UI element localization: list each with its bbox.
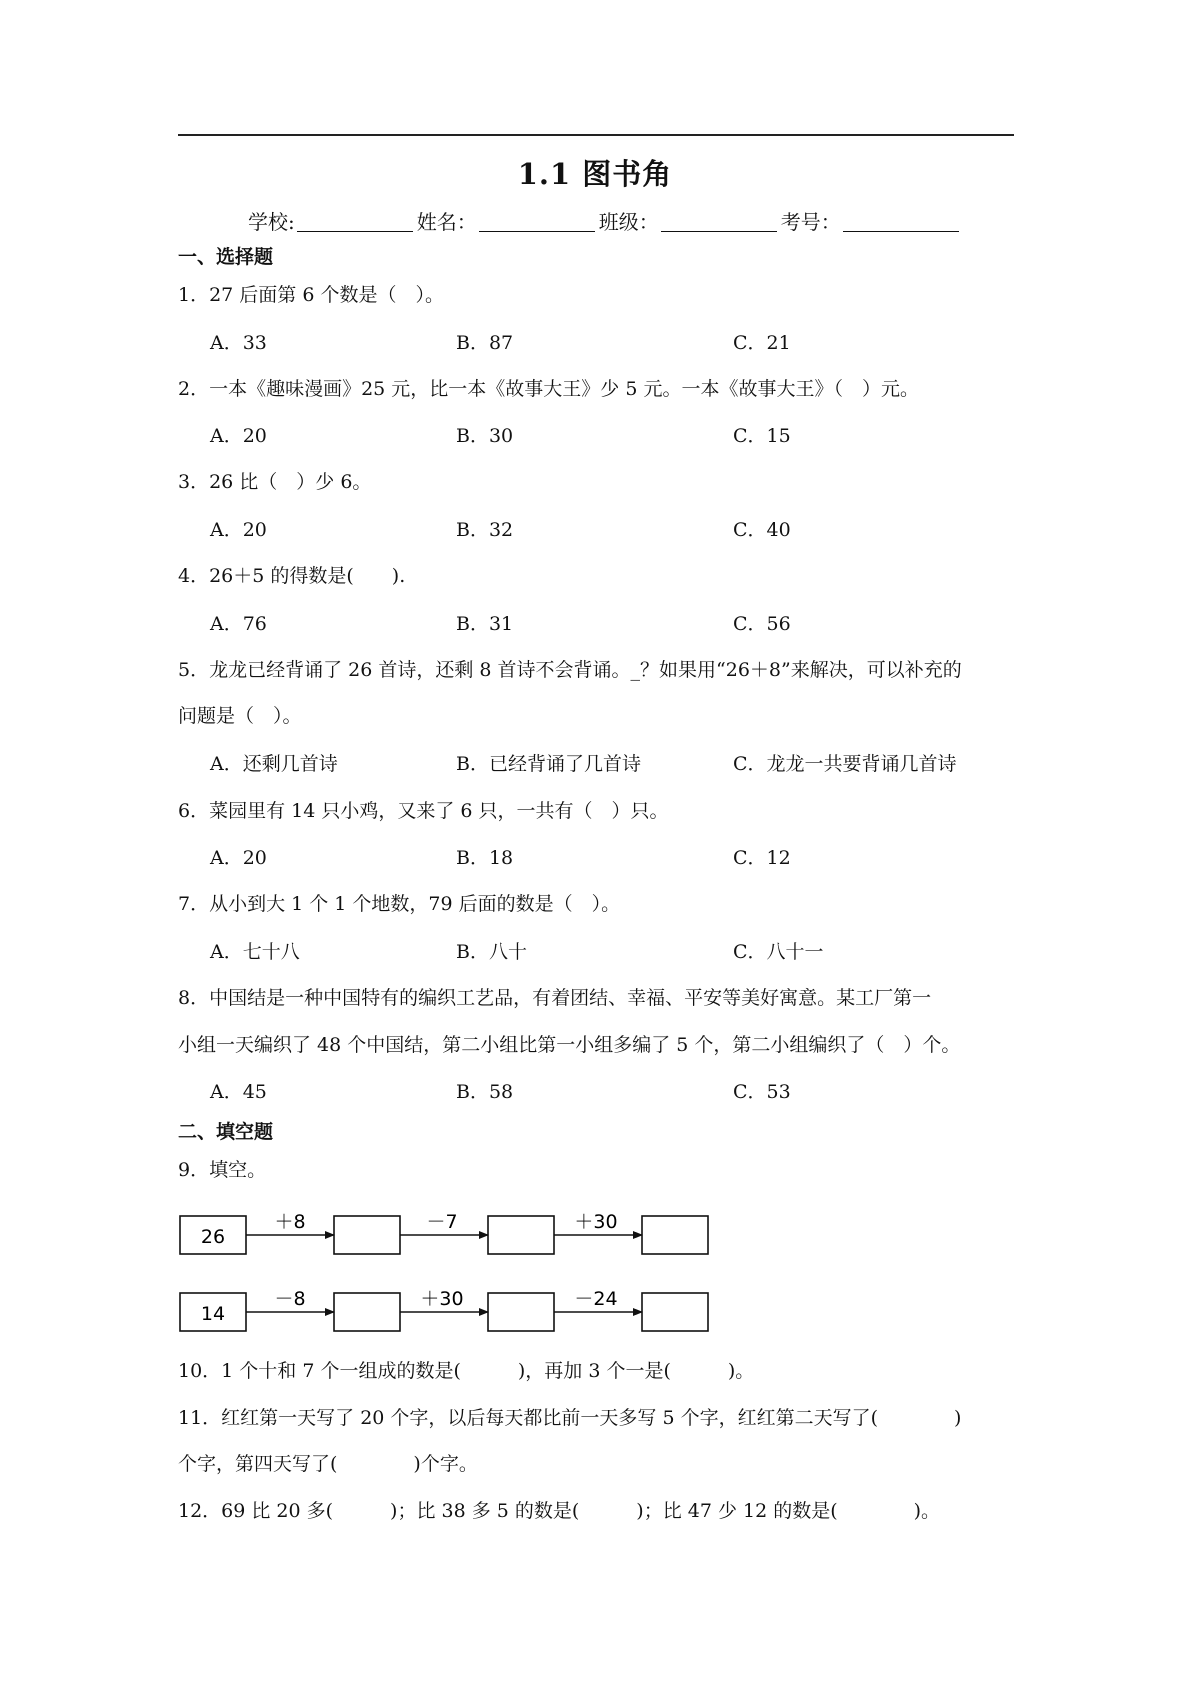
question-4: 4．26＋5 的得数是( ). (178, 565, 406, 587)
section-heading-choice: 一、选择题 (178, 246, 274, 268)
q8-option-c[interactable]: C．53 (733, 1081, 791, 1103)
question-8-cont: 小组一天编织了 48 个中国结，第二小组比第一小组多编了 5 个，第二小组编织了（ ）个。 (178, 1034, 961, 1056)
q5-option-c[interactable]: C．龙龙一共要背诵几首诗 (733, 753, 957, 775)
row1-op-2: －7 (426, 1211, 458, 1233)
school-label: 学校: (248, 210, 295, 234)
exam-no-label: 考号： (780, 210, 841, 234)
row2-op-2: ＋30 (420, 1288, 464, 1310)
row1-answer-box-2[interactable] (488, 1216, 554, 1254)
q6-option-c[interactable]: C．12 (733, 847, 791, 869)
q7-option-a[interactable]: A．七十八 (210, 941, 300, 963)
name-label: 姓名： (416, 210, 477, 234)
row1-start-value: 26 (200, 1226, 226, 1248)
question-7: 7．从小到大 1 个 1 个地数，79 后面的数是（ ）。 (178, 893, 621, 915)
question-12: 12．69 比 20 多( )；比 38 多 5 的数是( )；比 47 少 12 的数是( )。 (178, 1500, 941, 1522)
q7-option-c[interactable]: C．八十一 (733, 941, 824, 963)
q1-option-a[interactable]: A．33 (210, 332, 267, 354)
row1-op-1: ＋8 (274, 1211, 306, 1233)
row2-answer-box-1[interactable] (334, 1293, 400, 1331)
row2-answer-box-2[interactable] (488, 1293, 554, 1331)
row2-op-3: －24 (574, 1288, 618, 1310)
question-6: 6．菜园里有 14 只小鸡，又来了 6 只，一共有（ ）只。 (178, 800, 669, 822)
question-8: 8．中国结是一种中国特有的编织工艺品，有着团结、幸福、平安等美好寓意。某工厂第一 (178, 987, 932, 1009)
question-5-cont: 问题是（ ）。 (178, 705, 302, 727)
q2-option-a[interactable]: A．20 (210, 425, 267, 447)
q2-option-b[interactable]: B．30 (456, 425, 514, 447)
q4-option-c[interactable]: C．56 (733, 613, 791, 635)
q5-option-b[interactable]: B．已经背诵了几首诗 (456, 753, 641, 775)
section-heading-fill: 二、填空题 (178, 1121, 274, 1143)
question-11-cont: 个字，第四天写了( )个字。 (178, 1453, 478, 1475)
row1-answer-box-3[interactable] (642, 1216, 708, 1254)
question-2: 2．一本《趣味漫画》25 元，比一本《故事大王》少 5 元。一本《故事大王》（ ）元。 (178, 378, 919, 400)
question-3: 3．26 比（ ）少 6。 (178, 471, 372, 493)
question-5: 5．龙龙已经背诵了 26 首诗，还剩 8 首诗不会背诵。_？如果用“26＋8”来解决，可以补充的 (178, 659, 962, 681)
q1-option-b[interactable]: B．87 (456, 332, 514, 354)
question-10: 10．1 个十和 7 个一组成的数是( )，再加 3 个一是( )。 (178, 1360, 755, 1382)
q3-option-c[interactable]: C．40 (733, 519, 791, 541)
q5-option-a[interactable]: A．还剩几首诗 (210, 753, 338, 775)
q4-option-b[interactable]: B．31 (456, 613, 514, 635)
question-11: 11．红红第一天写了 20 个字，以后每天都比前一天多写 5 个字，红红第二天写了( ) (178, 1407, 962, 1429)
question-9: 9．填空。 (178, 1159, 267, 1181)
row2-op-1: －8 (274, 1288, 306, 1310)
row2-answer-box-3[interactable] (642, 1293, 708, 1331)
q6-option-a[interactable]: A．20 (210, 847, 267, 869)
q3-option-b[interactable]: B．32 (456, 519, 514, 541)
q6-option-b[interactable]: B．18 (456, 847, 514, 869)
q8-option-b[interactable]: B．58 (456, 1081, 514, 1103)
page-title: 1.1 图书角 (517, 157, 673, 191)
q1-option-c[interactable]: C．21 (733, 332, 791, 354)
q8-option-a[interactable]: A．45 (210, 1081, 267, 1103)
q3-option-a[interactable]: A．20 (210, 519, 267, 541)
class-label: 班级： (598, 210, 659, 234)
row1-answer-box-1[interactable] (334, 1216, 400, 1254)
row1-op-3: ＋30 (574, 1211, 618, 1233)
q2-option-c[interactable]: C．15 (733, 425, 791, 447)
row2-start-value: 14 (200, 1303, 226, 1325)
question-1: 1．27 后面第 6 个数是（ ）。 (178, 284, 444, 306)
q7-option-b[interactable]: B．八十 (456, 941, 527, 963)
q4-option-a[interactable]: A．76 (210, 613, 267, 635)
